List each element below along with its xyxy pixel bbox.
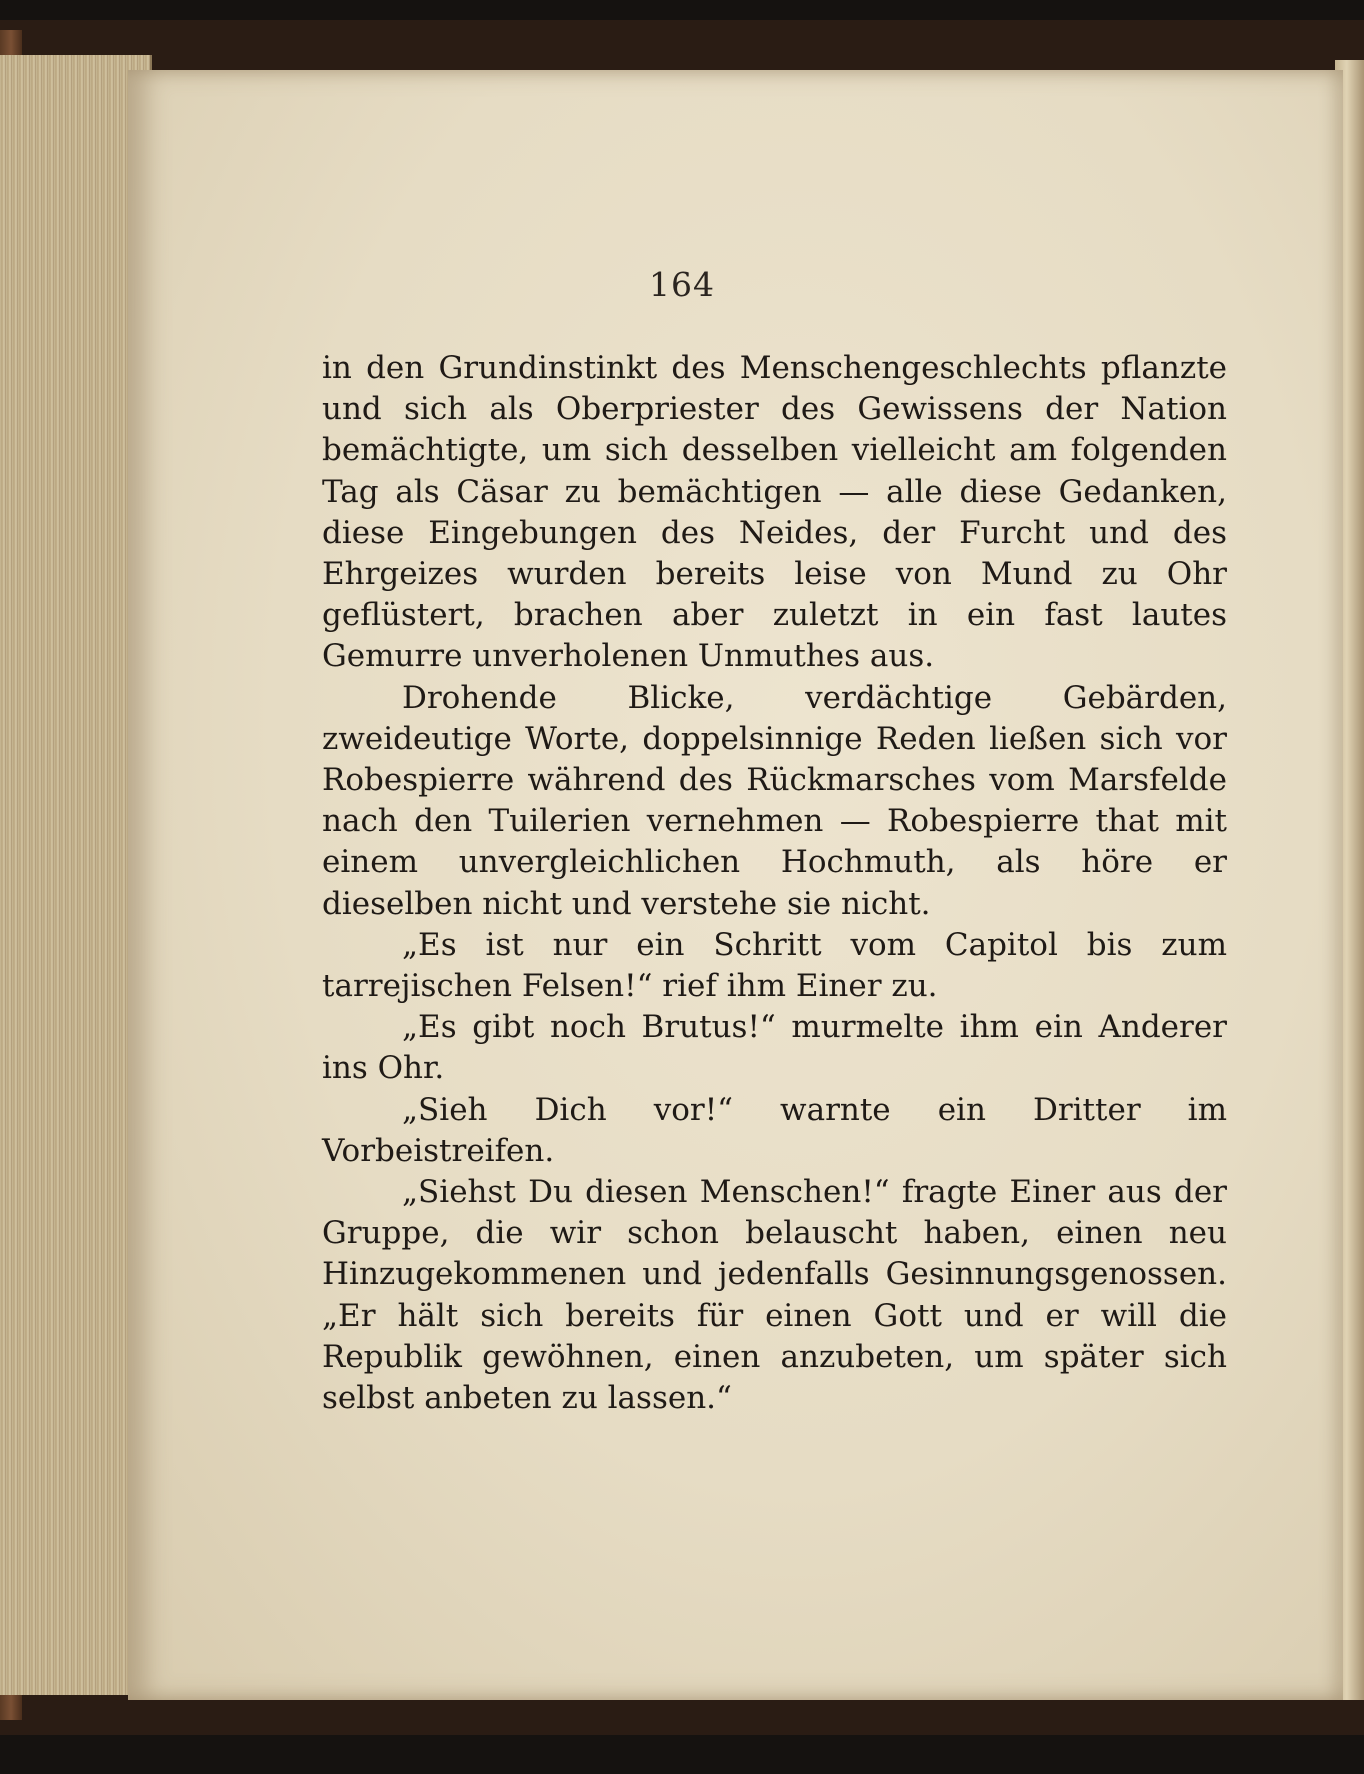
paragraph: „Es ist nur ein Schritt vom Capitol bis zum tarrejischen Felsen!“ rief ihm Einer zu. (322, 926, 1227, 1005)
paragraph: Drohende Blicke, verdächtige Gebärden, zweideutige Worte, doppelsinnige Reden ließen sich vor Robespierre während des Rückmarsches vom Marsfelde nach den Tuilerien vernehmen — Robespierre that mit einem unvergleichlichen Hochmuth, als höre er dieselben nicht und verstehe sie nicht. (322, 679, 1227, 922)
paragraph: „Siehst Du diesen Menschen!“ fragte Einer aus der Gruppe, die wir schon belauscht haben, einen neu Hinzugekommenen und jedenfalls Gesinnungsgenossen. „Er hält sich bereits für einen Gott und er will die Republik gewöhnen, einen anzubeten, um später sich selbst anbeten zu lassen.“ (322, 1174, 1227, 1417)
paragraph: „Sieh Dich vor!“ warnte ein Dritter im Vorbeistreifen. (322, 1091, 1227, 1169)
page-number: 164 (649, 265, 715, 304)
page-text (322, 348, 1227, 1419)
paragraph: „Es gibt noch Brutus!“ murmelte ihm ein Anderer ins Ohr. (322, 1009, 1227, 1087)
paragraph: in den Grundinstinkt des Menschengeschlechts pflanzte und sich als Oberpriester des Gewissens der Nation bemächtigte, um sich desselben vielleicht am folgenden Tag als Cäsar zu bemächtigen — alle diese Gedanken, diese Eingebungen des Neides, der Furcht und des Ehrgeizes wurden bereits leise von Mund zu Ohr geflüstert, brachen aber zuletzt in ein fast lautes Gemurre unverholenen Unmuthes aus. (322, 350, 1227, 675)
